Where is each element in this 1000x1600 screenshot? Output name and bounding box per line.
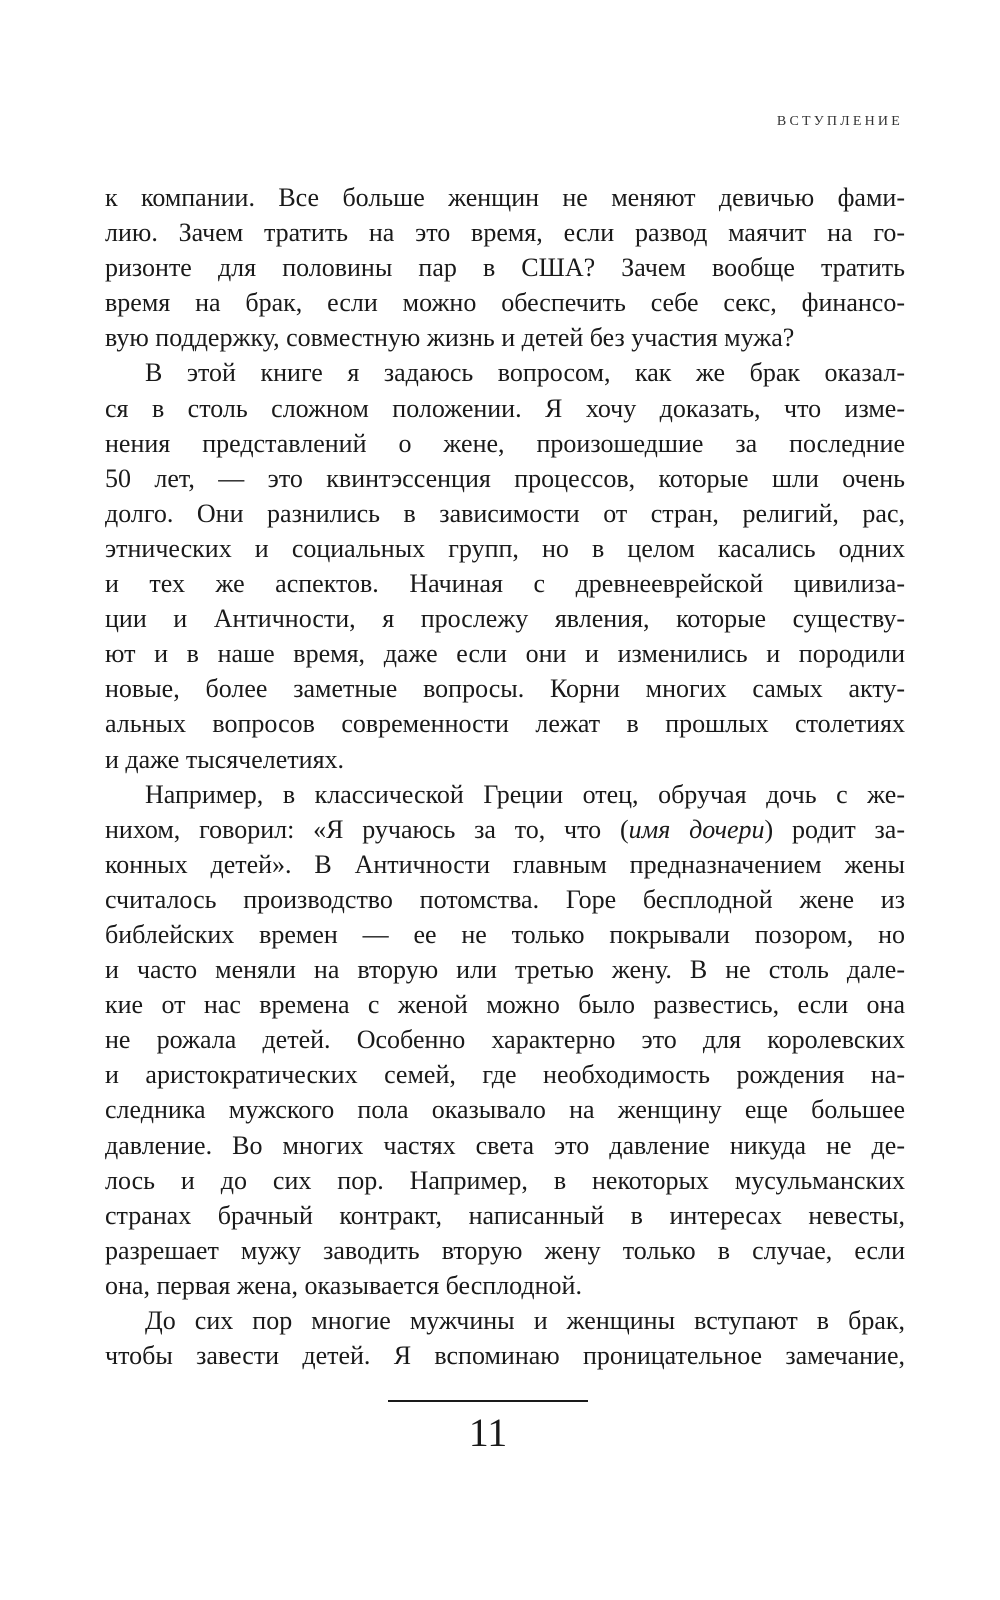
line-text: вую поддержку, совместную жизнь и детей без участия мужа?: [105, 323, 795, 353]
line-text: нения представлений о жене, произошедшие за последние: [105, 428, 905, 458]
text-line: [105, 461, 905, 496]
line-text: ции и Античности, я прослежу явления, которые существу-: [105, 604, 905, 634]
line-text: следника мужского пола оказывало на женщину еще большее: [105, 1095, 905, 1125]
line-text: лось и до сих пор. Например, в некоторых мусульманских: [105, 1165, 905, 1195]
text-line: [105, 496, 905, 531]
line-text: давление. Во многих частях света это давление никуда не де-: [105, 1130, 905, 1160]
text-line: [105, 285, 905, 320]
text-line: [105, 426, 905, 461]
line-text: ют и в наше время, даже если они и изменились и породили: [105, 639, 905, 669]
line-text: нихом, говорил: «Я ручаюсь за то, что (: [105, 814, 629, 844]
text-line: [105, 355, 905, 390]
text-line: [105, 636, 905, 671]
text-line: [105, 1338, 905, 1373]
text-line: [105, 1092, 905, 1127]
line-text: странах брачный контракт, написанный в интересах невесты,: [105, 1200, 905, 1230]
line-text: к компании. Все больше женщин не меняют девичью фами-: [105, 183, 905, 212]
line-text: ) родит за-: [764, 814, 906, 844]
text-line: [105, 391, 905, 426]
text-line: [105, 1233, 905, 1268]
paragraph: [105, 355, 905, 776]
paragraph: [105, 1303, 905, 1373]
line-text: альных вопросов современности лежат в прошлых столетиях: [105, 709, 905, 739]
line-text: конных детей». В Античности главным предназначением жены: [105, 849, 905, 879]
line-text: и часто меняли на вторую или третью жену. В не столь дале-: [105, 955, 905, 985]
folio-rule: [388, 1400, 588, 1402]
line-text: она, первая жена, оказывается бесплодной.: [105, 1270, 582, 1300]
italic-text: имя дочери: [628, 814, 765, 844]
text-line: [105, 1163, 905, 1198]
text-line: [105, 1022, 905, 1057]
line-text: не рожала детей. Особенно характерно это для королевских: [105, 1025, 905, 1055]
text-line: [105, 1268, 905, 1303]
text-line: [105, 320, 905, 355]
line-text: разрешает мужу заводить вторую жену только в случае, если: [105, 1235, 905, 1265]
line-text: ризонте для половины пар в США? Зачем вообще тратить: [105, 253, 905, 283]
paragraph: [105, 777, 905, 1303]
line-text: и аристократических семей, где необходимость рождения на-: [105, 1060, 905, 1090]
line-text: чтобы завести детей. Я вспоминаю проницательное замечание,: [105, 1341, 905, 1371]
text-line: [105, 952, 905, 987]
text-line: [105, 742, 905, 777]
line-text: этнических и социальных групп, но в целом касались одних: [105, 533, 905, 563]
text-line: [105, 566, 905, 601]
text-line: [105, 1057, 905, 1092]
page-number: 11: [468, 1410, 508, 1455]
line-text: лию. Зачем тратить на это время, если развод маячит на го-: [105, 218, 905, 248]
text-line: [105, 847, 905, 882]
text-line: [105, 882, 905, 917]
line-text: кие от нас времена с женой можно было развестись, если она: [105, 990, 905, 1020]
line-text: считалось производство потомства. Горе бесплодной жене из: [105, 884, 905, 914]
text-line: [105, 812, 905, 847]
line-text: и тех же аспектов. Начиная с древнееврейской цивилиза-: [105, 569, 905, 599]
text-line: [105, 1128, 905, 1163]
text-line: [105, 706, 905, 741]
paragraph: [105, 180, 905, 355]
line-text: В этой книге я задаюсь вопросом, как же брак оказал-: [145, 358, 905, 388]
body-text: [105, 180, 905, 1373]
running-head: ВСТУПЛЕНИЕ: [776, 114, 903, 129]
text-line: [105, 777, 905, 812]
line-text: библейских времен — ее не только покрывали позором, но: [105, 919, 905, 949]
text-line: [105, 215, 905, 250]
text-line: [105, 180, 905, 215]
text-line: [105, 1198, 905, 1233]
line-text: Например, в классической Греции отец, обручая дочь с же-: [145, 779, 905, 809]
text-line: [105, 1303, 905, 1338]
line-text: и даже тысячелетиях.: [105, 744, 345, 774]
text-line: [105, 671, 905, 706]
line-text: время на брак, если можно обеспечить себе секс, финансо-: [105, 288, 905, 318]
line-text: долго. Они разнились в зависимости от стран, религий, рас,: [105, 498, 905, 528]
line-text: новые, более заметные вопросы. Корни многих самых акту-: [105, 674, 905, 704]
text-line: [105, 250, 905, 285]
line-text: До сих пор многие мужчины и женщины вступают в брак,: [145, 1306, 905, 1335]
text-line: [105, 987, 905, 1022]
text-line: [105, 601, 905, 636]
text-line: [105, 531, 905, 566]
text-line: [105, 917, 905, 952]
line-text: ся в столь сложном положении. Я хочу доказать, что изме-: [105, 393, 905, 423]
line-text: 50 лет, — это квинтэссенция процессов, которые шли очень: [105, 463, 905, 493]
